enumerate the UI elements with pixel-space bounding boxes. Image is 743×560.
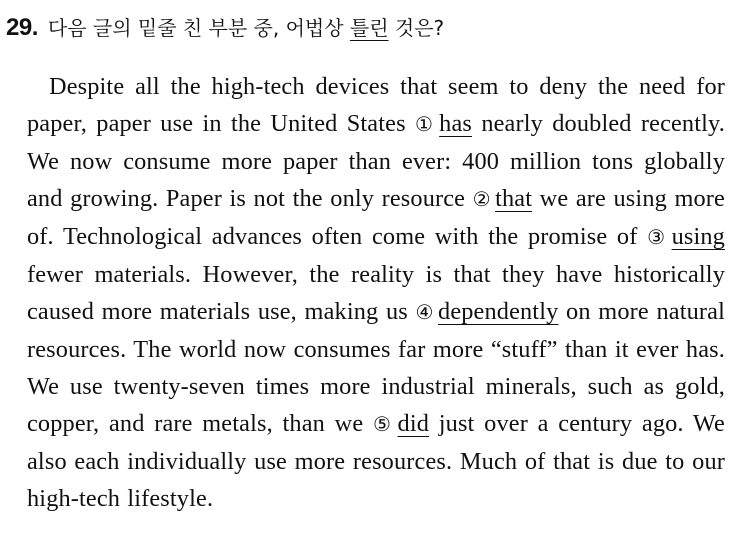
passage-text: we are using more of. Technological advances often come with the promise of (27, 185, 725, 250)
underlined-choice-4: dependently (438, 298, 559, 325)
passage-text: on more natural resources. The world now consumes far more “stuff” than it ever has. We use twenty-seven times more industrial minerals, such as gold, copper, and rare metals, than we (27, 298, 725, 437)
underlined-choice-3: using (671, 223, 725, 250)
choice-marker-3: ③ (647, 225, 668, 249)
passage-text: fewer materials. However, the reality is that they have historically caused more materials use, making us (27, 261, 725, 325)
choice-marker-1: ① (415, 112, 436, 136)
prompt-text-end: 것은? (388, 16, 445, 40)
prompt-text: 다음 글의 밑줄 친 부분 중, 어법상 (47, 16, 350, 40)
question-header (6, 12, 444, 45)
passage-text: just over a century ago. We also each individually use more resources. Much of that is due to our high-tech lifestyle. (27, 410, 725, 512)
choice-marker-5: ⑤ (372, 412, 394, 436)
underlined-choice-2: that (495, 185, 533, 212)
question-prompt (48, 16, 444, 40)
passage-text: nearly doubled recently. We now consume more paper than ever: 400 million tons globally and growing. Paper is not the only resource (27, 110, 725, 212)
question-number: 29. (6, 14, 38, 41)
underlined-choice-1: has (439, 110, 473, 137)
passage (27, 68, 725, 517)
choice-marker-2: ② (472, 187, 492, 211)
choice-marker-4: ④ (415, 300, 435, 324)
passage-text: Despite all the high-tech devices that seem to deny the need for paper, paper use in the United States (27, 73, 725, 137)
prompt-emphasis: 틀린 (349, 16, 389, 40)
underlined-choice-5: did (397, 410, 430, 437)
